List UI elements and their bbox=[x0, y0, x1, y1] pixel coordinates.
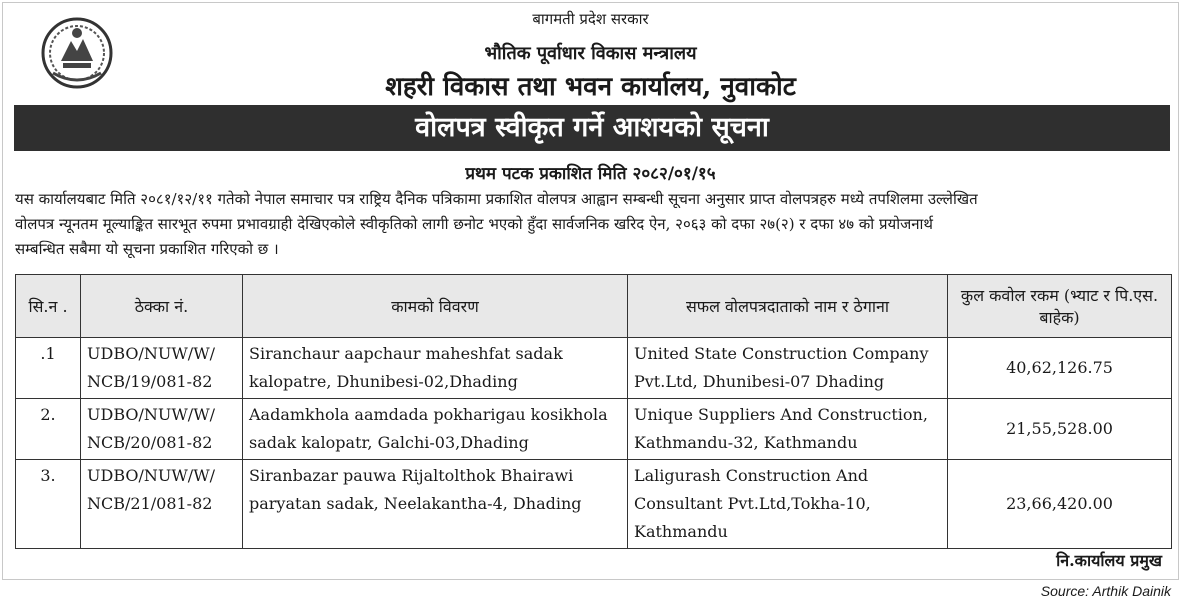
cell-amount: 21,55,528.00 bbox=[948, 399, 1172, 460]
body-line: सम्बन्धित सबैमा यो सूचना प्रकाशित गरिएको छ । bbox=[15, 240, 279, 258]
cell-bidder: United State Construction Company Pvt.Ltd, Dhunibesi-07 Dhading bbox=[628, 338, 948, 399]
cell-amount: 40,62,126.75 bbox=[948, 338, 1172, 399]
ministry-name: भौतिक पूर्वाधार विकास मन्त्रालय bbox=[484, 43, 697, 64]
table-row bbox=[16, 460, 1172, 549]
cell-bidder: Unique Suppliers And Construction, Kathmandu-32, Kathmandu bbox=[628, 399, 948, 460]
cell-sn: .1 bbox=[16, 338, 81, 399]
body-line: यस कार्यालयबाट मिति २०८१/१२/११ गतेको नेपाल समाचार पत्र राष्ट्रिय दैनिक पत्रिकामा प्रकाशित वोलपत्र आह्वान सम्बन्धी सूचना अनुसार प्राप्त वोलपत्रहरु मध्ये तपशिलमा उल्लेखित bbox=[15, 190, 978, 208]
cell-contract: UDBO/NUW/W/ NCB/20/081-82 bbox=[81, 399, 243, 460]
col-header-sn: सि.न . bbox=[16, 275, 81, 338]
source-credit: Source: Arthik Dainik bbox=[1040, 583, 1171, 599]
col-header-contract: ठेक्का नं. bbox=[81, 275, 243, 338]
accepted-bids-table bbox=[15, 274, 1172, 549]
col-header-amount: कुल कवोल रकम (भ्याट र पि.एस. बाहेक) bbox=[948, 275, 1172, 338]
body-line: वोलपत्र न्यूनतम मूल्याङ्कित सारभूत रुपमा प्रभावग्राही देखिएकोले स्वीकृतिको लागी छनोट भएको हुँदा सार्वजनिक खरिद ऐन, २०६३ को दफा २७(२) र दफा ४७ को प्रयोजनार्थ bbox=[15, 215, 934, 233]
cell-contract: UDBO/NUW/W/ NCB/19/081-82 bbox=[81, 338, 243, 399]
notice-body bbox=[15, 187, 1175, 262]
table-row bbox=[16, 399, 1172, 460]
col-header-description: कामको विवरण bbox=[243, 275, 628, 338]
cell-description: Siranbazar pauwa Rijaltolthok Bhairawi paryatan sadak, Neelakantha-4, Dhading bbox=[243, 460, 628, 549]
government-name: बागमती प्रदेश सरकार bbox=[532, 10, 649, 28]
col-header-bidder: सफल वोलपत्रदाताको नाम र ठेगाना bbox=[628, 275, 948, 338]
notice-panel bbox=[2, 2, 1179, 580]
published-date: प्रथम पटक प्रकाशित मिति २०८२/०१/१५ bbox=[465, 164, 716, 184]
cell-sn: 2. bbox=[16, 399, 81, 460]
notice-title-banner: वोलपत्र स्वीकृत गर्ने आशयको सूचना bbox=[14, 105, 1170, 151]
cell-bidder: Laligurash Construction And Consultant Pvt.Ltd,Tokha-10, Kathmandu bbox=[628, 460, 948, 549]
cell-amount: 23,66,420.00 bbox=[948, 460, 1172, 549]
signature-label: नि.कार्यालय प्रमुख bbox=[1056, 551, 1162, 570]
cell-description: Siranchaur aapchaur maheshfat sadak kalopatre, Dhunibesi-02,Dhading bbox=[243, 338, 628, 399]
cell-description: Aadamkhola aamdada pokharigau kosikhola sadak kalopatr, Galchi-03,Dhading bbox=[243, 399, 628, 460]
cell-contract: UDBO/NUW/W/ NCB/21/081-82 bbox=[81, 460, 243, 549]
table-header-row bbox=[16, 275, 1172, 338]
cell-sn: 3. bbox=[16, 460, 81, 549]
office-name: शहरी विकास तथा भवन कार्यालय, नुवाकोट bbox=[385, 72, 796, 102]
table-row bbox=[16, 338, 1172, 399]
